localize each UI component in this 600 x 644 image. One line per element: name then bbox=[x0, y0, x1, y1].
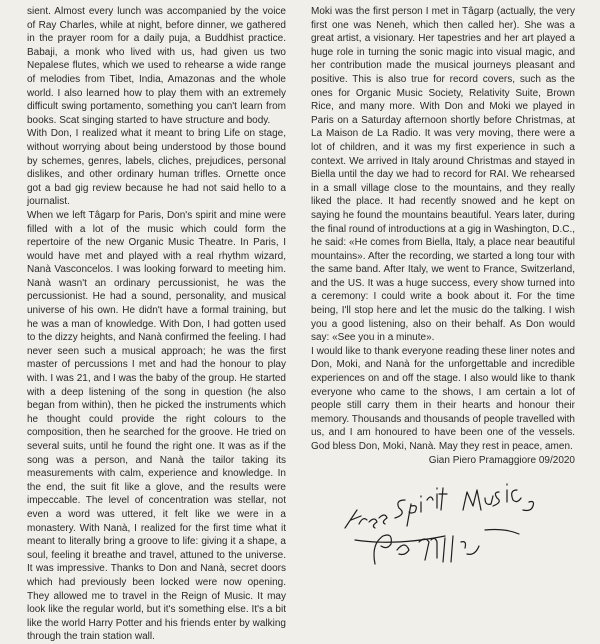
paragraph: Moki was the first person I met in Tâgarp (actually, the very first one was Neneh, which then called her). She was a great artist, a visionary. Her tapestries and her art played a huge role in turning the sonic magic into visual magic, and her contribution made the musical journeys pleasant and positive. This is also true for record covers, such as the ones for Organic Music Society, Relativity Suite, Brown Rice, and many more. With Don and Moki we played in Paris on a Saturday afternoon shortly before Christmas, at La Maison de La Radio. It was very moving, there were a lot of children, and it was my first experience in such a context. We arrived in Italy around Christmas and stayed in Biella until the day we had to record for RAI. We rehearsed in a small village close to the mountains, and they really liked the place. It had recently snowed and he kept on saying he found the mountains beautiful. Years later, during the final round of introductions at a gig in Washington, D.C., he said: «He comes from Biella, Italy, a place near beautiful mountains». After the recording, we started a long tour with the same band. After Italy, we went to France, Switzerland, and the US. It was a huge success, every show turned into a ceremony: I could write a book about it. For the time being, I'll stop here and let the music do the talking. I wish you a good listening, also on their behalf. As Don would say: «See you in a minute». bbox=[311, 6, 575, 344]
paragraph: With Don, I realized what it meant to bring Life on stage, without worrying about being understood by those bound by schemes, genres, labels, cliches, prejudices, personal dislikes, and other ordinary human trifles. Ornette once got a bad gig review because he had not said hello to a journalist. bbox=[27, 128, 286, 208]
left-column bbox=[27, 5, 286, 644]
paragraph: When we left Tâgarp for Paris, Don's spirit and mine were filled with a lot of the music which could form the repertoire of the new Organic Music Theatre. In Paris, I would have met and played with a real rhythm wizard, Nanà Vasconcelos. I was looking forward to meeting him. Nanà wasn't an ordinary percussionist, he was the percussionist. He had a sound, personality, and musical universe of his own. He didn't have a formal training, but he was a man of knowledge. With Don, I had gotten used to the dizzy heights, and Nanà confirmed the feeling. I had never seen such a musical approach; he was the first master of percussions I met and had the honour to play with. I was 21, and I was the baby of the group. He started with a deep listening of the song in question (he also began from within), then he picked the instruments which he thought could provide the right colours to the composition, then he searched for the groove. He tried on several suits, until he found the right one. It was as if the song was a person, and Nanà the tailor taking its measurements with calm, experience and knowledge. In the end, the suit fit like a glove, and the results were impeccable. The level of concentration was stellar, not even a word was uttered, it felt like we were in a monastery. With Nanà, I realized for the first time what it meant to literally bring a groove to life: giving it a shape, a soul, feeling it breathe and travel, attuned to the universe. It was impressive. Thanks to Don and Nanà, secret doors which had previously been locked were now opening. They allowed me to travel in the Reign of Music. It may look like the regular world, but it's something else. It's a bit like the world Harry Potter and his friends enter by walking through the train station wall. bbox=[27, 209, 286, 643]
paragraph: I would like to thank everyone reading these liner notes and Don, Moki, and Nanà for the unforgettable and incredible experiences on and off the stage. I also would like to thank everyone who came to the shows, I am certain a lot of people still carry them in their hearts and honour their memory. Thousands and thousands of people travelled with us, and I am honoured to have been one of the vessels. God bless Don, Moki, Nanà. May they rest in peace, amen. bbox=[311, 345, 575, 452]
handwritten-autograph bbox=[335, 480, 545, 575]
author-signature-line: Gian Piero Pramaggiore 09/2020 bbox=[428, 454, 575, 466]
paragraph: sient. Almost every lunch was accompanied by the voice of Ray Charles, while at night, before dinner, we gathered in the prayer room for a daily puja, a Buddhist practice. Babaji, a monk who lived with us, had given us two Nepalese flutes, which we used to rehearse a wide range of melodies from Tibet, India, Amazonas and the whole world. I also learned how to play them with an extremely difficult swing portamento, something you can't learn from books. Scat singing started to have structure and body. bbox=[27, 6, 286, 126]
right-column bbox=[311, 5, 575, 467]
autograph-drawing bbox=[335, 480, 545, 575]
